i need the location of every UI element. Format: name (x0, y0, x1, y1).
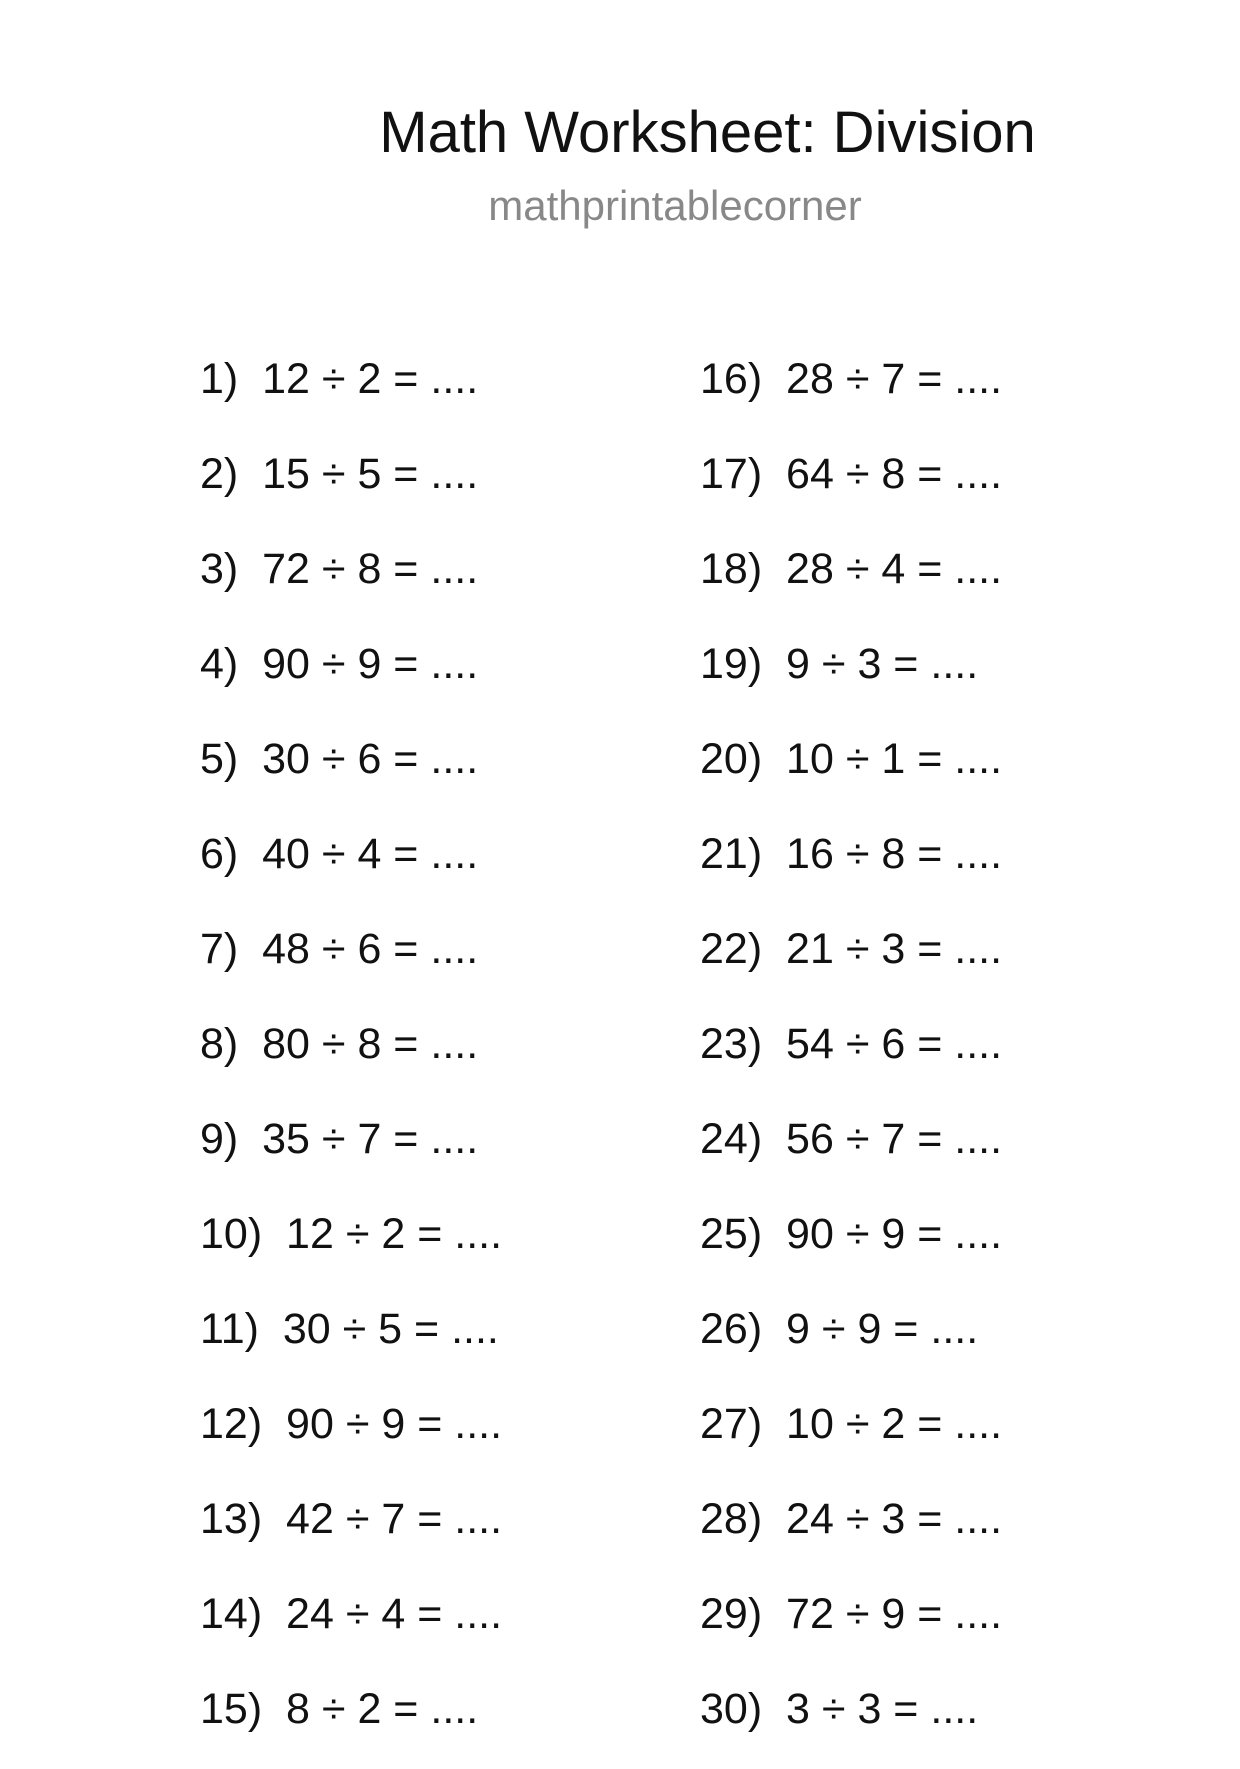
problem-21: 21) 16 ÷ 8 = .... (700, 830, 1003, 878)
problem-17: 17) 64 ÷ 8 = .... (700, 450, 1003, 498)
problem-3: 3) 72 ÷ 8 = .... (200, 545, 479, 593)
problem-23: 23) 54 ÷ 6 = .... (700, 1020, 1003, 1068)
problem-13: 13) 42 ÷ 7 = .... (200, 1495, 503, 1543)
problem-14: 14) 24 ÷ 4 = .... (200, 1590, 503, 1638)
problem-15: 15) 8 ÷ 2 = .... (200, 1685, 479, 1733)
problem-11: 11) 30 ÷ 5 = .... (200, 1305, 499, 1353)
problem-12: 12) 90 ÷ 9 = .... (200, 1400, 503, 1448)
problem-6: 6) 40 ÷ 4 = .... (200, 830, 479, 878)
problem-2: 2) 15 ÷ 5 = .... (200, 450, 479, 498)
problem-26: 26) 9 ÷ 9 = .... (700, 1305, 979, 1353)
problem-8: 8) 80 ÷ 8 = .... (200, 1020, 479, 1068)
problem-28: 28) 24 ÷ 3 = .... (700, 1495, 1003, 1543)
problem-10: 10) 12 ÷ 2 = .... (200, 1210, 503, 1258)
problem-27: 27) 10 ÷ 2 = .... (700, 1400, 1003, 1448)
problem-20: 20) 10 ÷ 1 = .... (700, 735, 1003, 783)
problem-18: 18) 28 ÷ 4 = .... (700, 545, 1003, 593)
worksheet-subtitle: mathprintablecorner (488, 182, 862, 229)
problem-30: 30) 3 ÷ 3 = .... (700, 1685, 979, 1733)
problem-19: 19) 9 ÷ 3 = .... (700, 640, 979, 688)
problem-22: 22) 21 ÷ 3 = .... (700, 925, 1003, 973)
problem-column-left (200, 344, 502, 1769)
problem-24: 24) 56 ÷ 7 = .... (700, 1115, 1003, 1163)
problem-29: 29) 72 ÷ 9 = .... (700, 1590, 1003, 1638)
problem-25: 25) 90 ÷ 9 = .... (700, 1210, 1003, 1258)
problem-16: 16) 28 ÷ 7 = .... (700, 355, 1003, 403)
problem-9: 9) 35 ÷ 7 = .... (200, 1115, 479, 1163)
worksheet-title: Math Worksheet: Division (379, 100, 1036, 165)
problem-column-right (700, 344, 1002, 1769)
problem-4: 4) 90 ÷ 9 = .... (200, 640, 479, 688)
problem-5: 5) 30 ÷ 6 = .... (200, 735, 479, 783)
problem-7: 7) 48 ÷ 6 = .... (200, 925, 479, 973)
problem-1: 1) 12 ÷ 2 = .... (200, 355, 479, 403)
